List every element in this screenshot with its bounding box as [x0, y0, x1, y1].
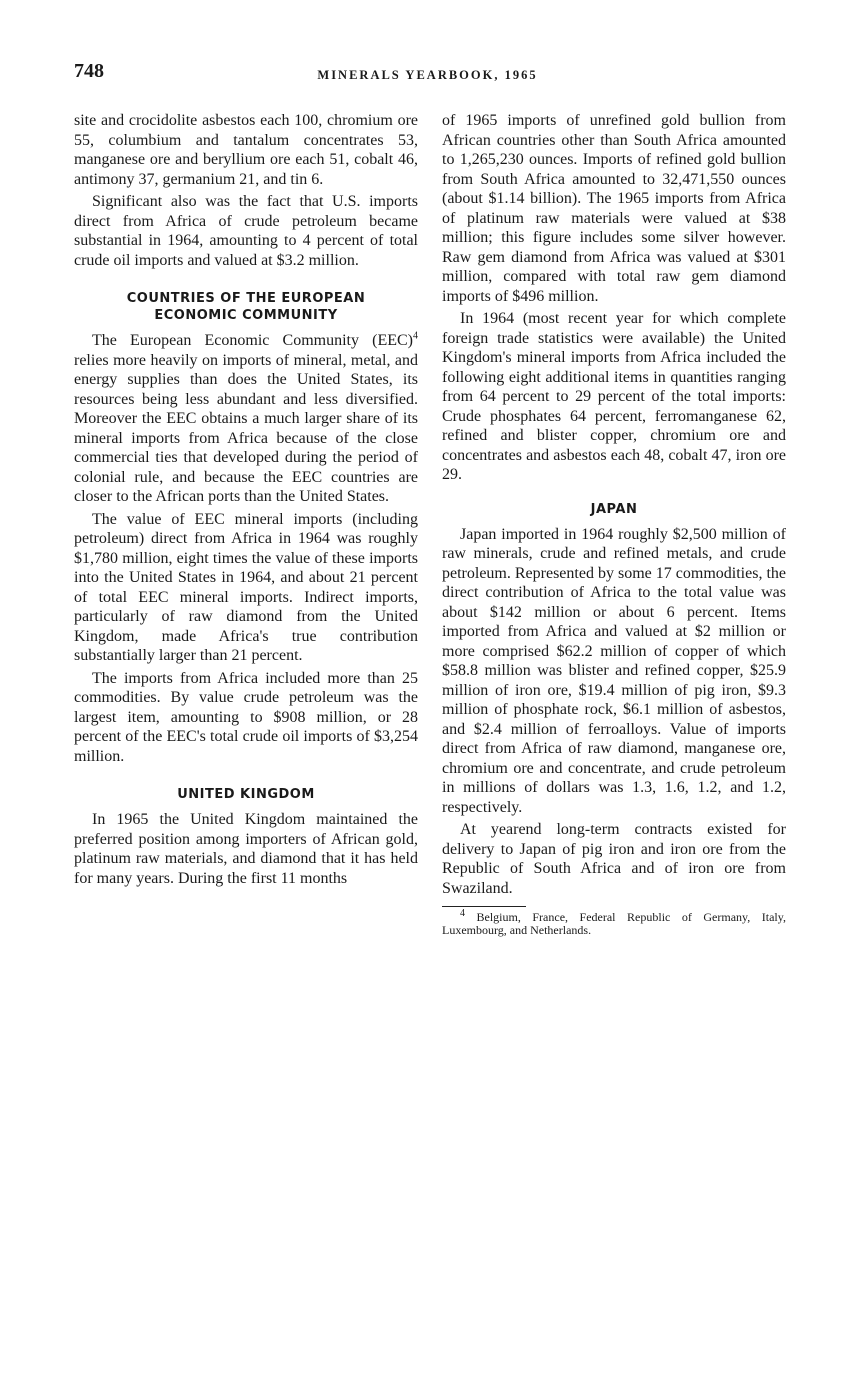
footnote-text: Belgium, France, Federal Republic of Germany, Italy, Luxembourg, and Netherlands. — [442, 910, 786, 937]
page-number: 748 — [74, 60, 104, 82]
footnote-reference: 4 — [413, 330, 418, 342]
paragraph: The imports from Africa included more than 25 commodities. By value crude petroleum was the largest item, amounting to $908 million, or 28 percent of the EEC's total crude oil imports of $3,254 million. — [74, 669, 418, 765]
footnote-divider — [442, 906, 526, 907]
paragraph: In 1964 (most recent year for which complete foreign trade statistics were available) the United Kingdom's mineral imports from Africa included the following eight additional items in quantities ranging from 64 percent to 29 percent of the total imports: Crude phosphates 64 percent, ferromanganese 62, refined and blister copper, chromium ore and concentrates and asbestos each 48, cobalt 47, iron ore 29. — [442, 310, 786, 483]
running-title: MINERALS YEARBOOK, 1965 — [317, 68, 538, 82]
paragraph: of 1965 imports of unrefined gold bullion from African countries other than South Africa amounted to 1,265,230 ounces. Imports of refined gold bullion from South Africa amounted to 32,471,550 ounces (about $1.14 billion). The 1965 imports from Africa of platinum raw materials were valued at $38 million; this figure includes some silver however. Raw gem diamond from Africa was valued at $301 million, compared with total raw gem diamond imports of $496 million. — [442, 112, 786, 305]
paragraph-text: The European Economic Community (EEC) — [92, 332, 413, 349]
section-heading-eec — [74, 290, 418, 324]
paragraph: At yearend long-term contracts existed for delivery to Japan of pig iron and iron ore from the Republic of South Africa and of iron ore from Swaziland. — [442, 821, 786, 897]
paragraph: Japan imported in 1964 roughly $2,500 million of raw minerals, crude and refined metals, and crude petroleum. Represented by some 17 commodities, the direct contribution of Africa to the total value was about $142 million or about 6 percent. Items imported from Africa and valued at $2 million or more comprised $62.2 million of copper of which $58.8 million was blister and refined copper, $25.9 million of iron ore, $19.4 million of pig iron, $9.3 million of phosphate rock, $6.1 million of asbestos, and $2.4 million of ferroalloys. Value of imports direct from Africa of raw diamond, manganese ore, chromium ore and concentrate, and crude petroleum in millions of dollars was 1.3, 1.6, 1.2, and 1.2, respectively. — [442, 525, 786, 816]
heading-line: COUNTRIES OF THE EUROPEAN — [126, 291, 366, 306]
right-column — [442, 111, 786, 940]
paragraph: Significant also was the fact that U.S. imports direct from Africa of crude petroleum became substantial in 1964, amounting to 4 percent of total crude oil imports and valued at $3.2 million. — [74, 193, 418, 269]
paragraph: In 1965 the United Kingdom maintained the preferred position among importers of African gold, platinum raw materials, and diamond that it has held for many years. During the first 11 months — [74, 811, 418, 887]
paragraph: The value of EEC mineral imports (including petroleum) direct from Africa in 1964 was roughly $1,780 million, eight times the value of these imports into the United States in 1964, and about 21 percent of total EEC mineral imports. Indirect imports, particularly of raw diamond from the United Kingdom, made Africa's true contribution substantially larger than 21 percent. — [74, 510, 418, 664]
footnote-number: 4 — [460, 908, 465, 919]
footnote — [442, 908, 786, 937]
section-heading-japan: JAPAN — [590, 501, 638, 517]
section-heading-uk: UNITED KINGDOM — [177, 787, 315, 802]
left-column — [74, 111, 418, 891]
paragraph-text: relies more heavily on imports of mineral, metal, and energy supplies than does the United States, its resources being less abundant and less diversified. Moreover the EEC obtains a much larger share of its mineral imports from Africa because of the close commercial ties that developed during the period of colonial rule, and because the EEC countries are closer to the African ports than the United States. — [74, 351, 418, 505]
paragraph — [74, 331, 418, 507]
heading-line: ECONOMIC COMMUNITY — [154, 308, 338, 323]
paragraph: site and crocidolite asbestos each 100, chromium ore 55, columbium and tantalum concentrates 53, manganese ore and beryllium ore each 51, cobalt 46, antimony 37, germanium 21, and tin 6. — [74, 112, 418, 188]
